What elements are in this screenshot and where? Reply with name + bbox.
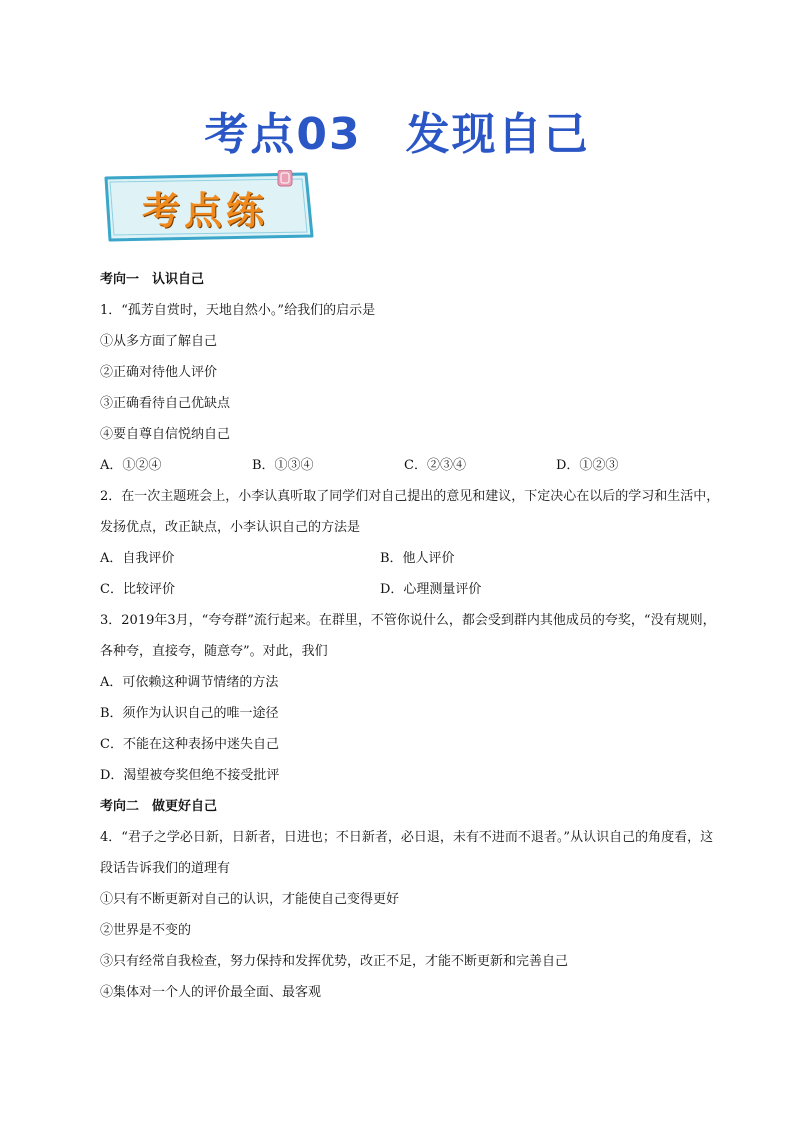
q2-option-c: C．比较评价 [100,582,175,597]
q1-option-a: A．①②④ [100,458,162,473]
q1-item-3: ③正确看待自己优缺点 [100,396,231,411]
q2-stem: 2．在一次主题班会上，小李认真听取了同学们对自己提出的意见和建议，下定决心在以后的学习和生活中，发扬优点，改正缺点，小李认识自己的方法是 [100,489,720,535]
q4-item-1: ①只有不断更新对自己的认识，才能使自己变得更好 [100,892,400,907]
question-content [100,264,720,1008]
q3-stem: 3．2019年3月，“夸夸群”流行起来。在群里，不管你说什么，都会受到群内其他成员的夸奖，“没有规则，各种夸，直接夸，随意夸”。对此，我们 [100,613,716,659]
q1-item-4: ④要自尊自信悦纳自己 [100,427,231,442]
q3-option-c: C．不能在这种表扬中迷失自己 [100,737,279,752]
q1-item-2: ②正确对待他人评价 [100,365,218,380]
q4-item-4: ④集体对一个人的评价最全面、最客观 [100,985,322,1000]
page-title [0,98,794,162]
section-badge [100,170,318,242]
q1-item-1: ①从多方面了解自己 [100,334,218,349]
q2-option-d: D．心理测量评价 [380,582,482,597]
q2-options-row-2 [100,574,720,605]
section-heading-2: 考向二 做更好自己 [100,799,218,814]
badge-text: 考点练 [141,189,268,233]
q2-option-b: B．他人评价 [380,551,455,566]
title-part2: 发现自己 [405,109,590,160]
title-part1: 考点03 [204,109,362,160]
q3-option-d: D．渴望被夸奖但绝不接受批评 [100,768,280,783]
q2-options-row-1 [100,543,720,574]
q4-item-3: ③只有经常自我检查，努力保持和发挥优势，改正不足，才能不断更新和完善自己 [100,954,569,969]
q1-option-b: B．①③④ [252,458,314,473]
q1-options [100,450,720,481]
q1-option-c: C．②③④ [404,458,466,473]
q4-item-2: ②世界是不变的 [100,923,192,938]
section-heading-1: 考向一 认识自己 [100,272,205,287]
q3-option-a: A．可依赖这种调节情绪的方法 [100,675,279,690]
q2-option-a: A．自我评价 [100,551,175,566]
q3-option-b: B．须作为认识自己的唯一途径 [100,706,279,721]
q4-stem: 4．“君子之学必日新，日新者，日进也；不日新者，必日退，未有不进而不退者。”从认识自己的角度看，这段话告诉我们的道理有 [100,830,714,876]
q1-option-d: D．①②③ [556,458,619,473]
q1-stem: 1．“孤芳自赏时，天地自然小。”给我们的启示是 [100,303,376,318]
